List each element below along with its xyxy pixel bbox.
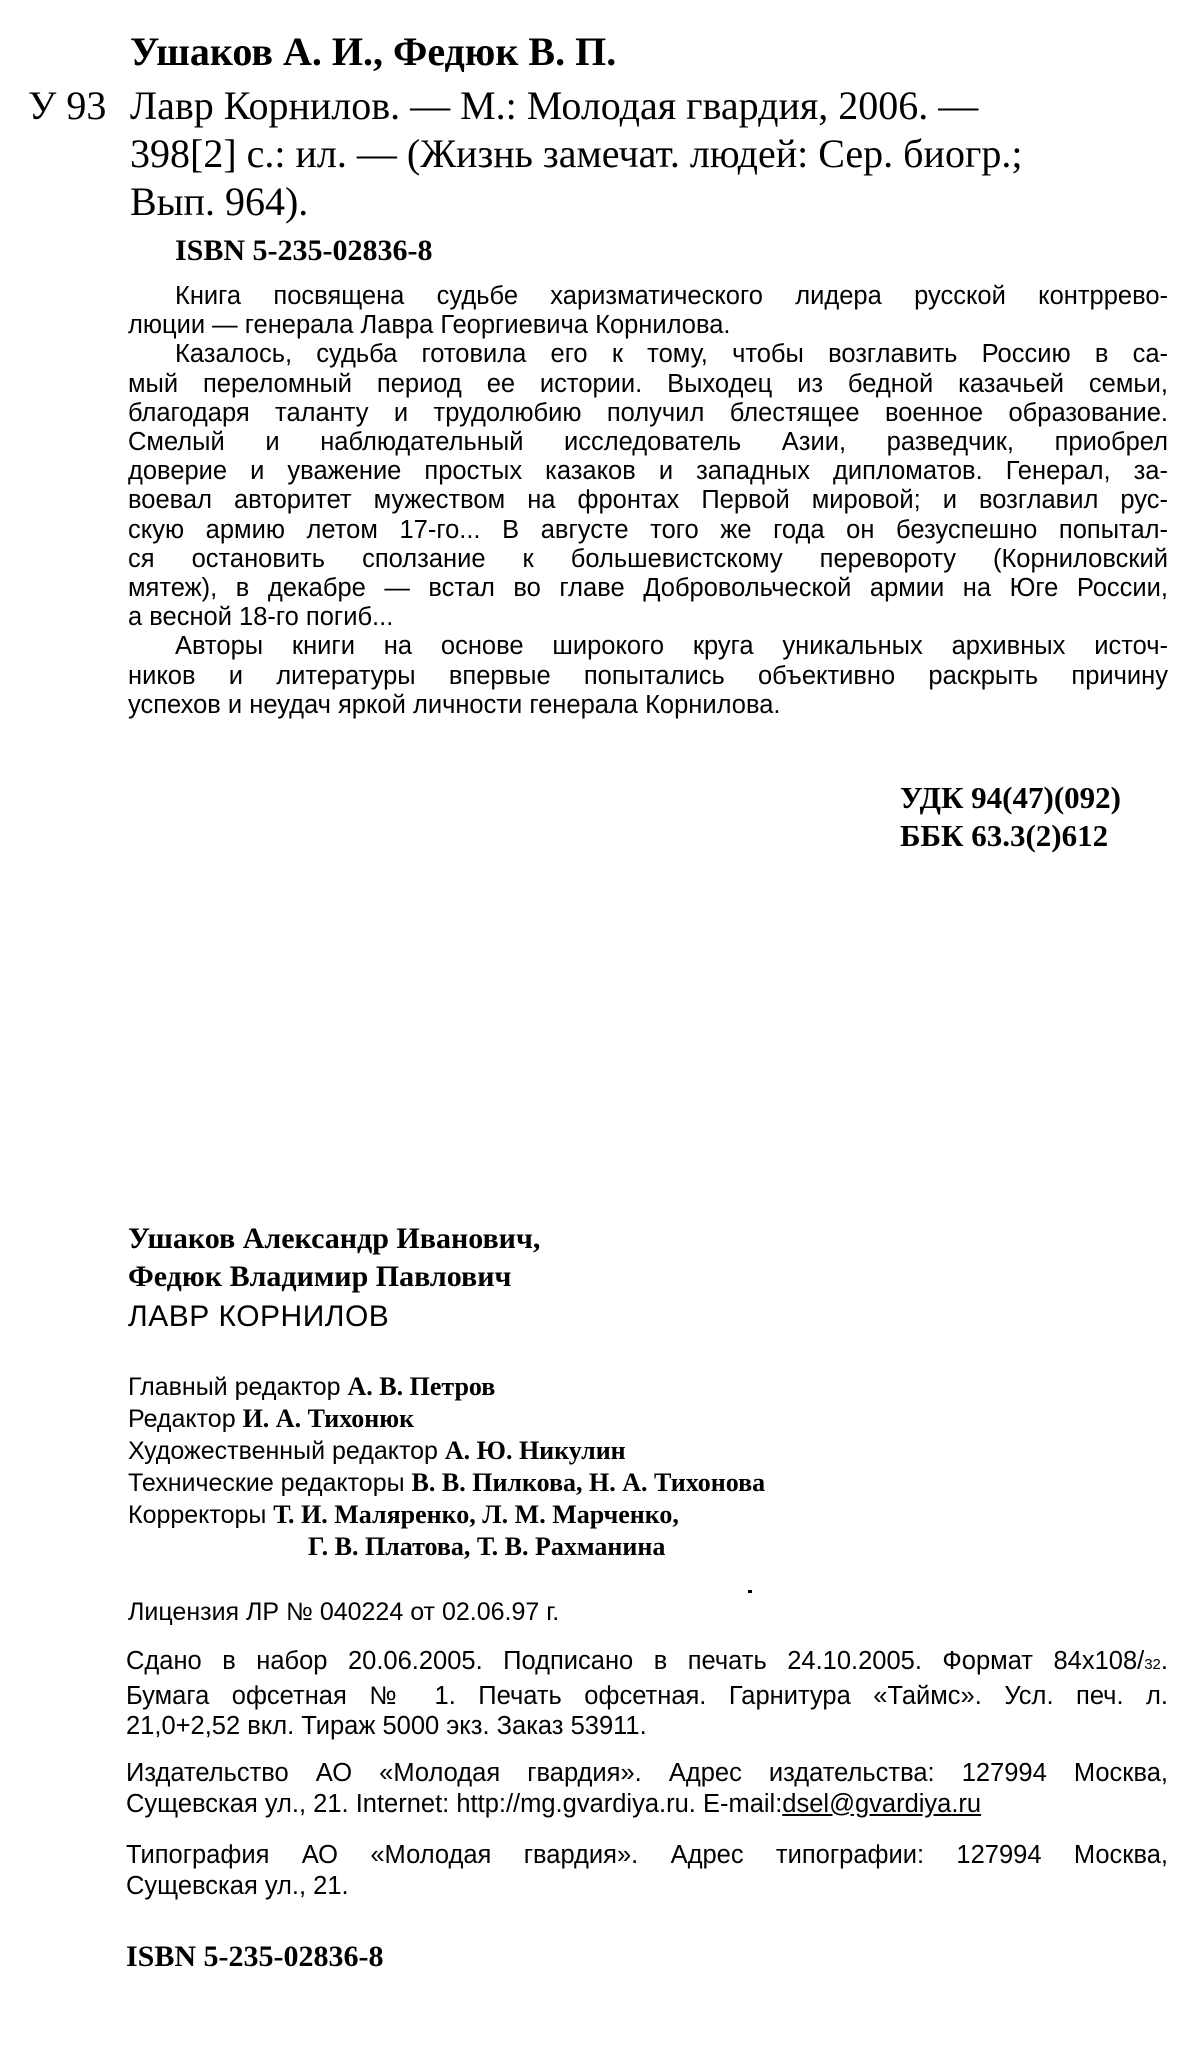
staff-name: И. А. Тихонюк <box>243 1404 415 1433</box>
abstract-line: Книга посвящена судьбе харизматического лидера русской контррево- <box>128 282 1168 311</box>
staff-role: Редактор <box>128 1405 236 1433</box>
staff-proofreaders <box>128 1500 679 1530</box>
biblio-line: 398[2] с.: ил. — (Жизнь замечат. людей: Сер. биогр.; <box>130 130 1170 178</box>
abstract-line: воевал авторитет мужеством на фронтах Первой мировой; и возглавил рус- <box>128 486 1168 515</box>
abstract-line: Авторы книги на основе широкого круга уникальных архивных источ- <box>128 632 1168 661</box>
print-info <box>126 1646 1168 1742</box>
staff-editor <box>128 1404 414 1434</box>
abstract-line: мый переломный период ее истории. Выходец из бедной казачьей семьи, <box>128 370 1168 399</box>
print-info-end: . <box>1161 1647 1168 1675</box>
publisher-line-text: Сущевская ул., 21. Internet: http://mg.gvardiya.ru. E-mail: <box>126 1790 782 1818</box>
print-info-text: Сдано в набор 20.06.2005. Подписано в печать 24.10.2005. Формат 84х108/ <box>126 1647 1144 1675</box>
staff-proofreaders-cont <box>308 1532 665 1562</box>
format-subscript: 32 <box>1144 1656 1161 1673</box>
publisher-line <box>126 1789 1168 1820</box>
printer-info <box>126 1840 1168 1901</box>
abstract-line: ся остановить сползание к большевистскому перевороту (Корниловский <box>128 545 1168 574</box>
abstract-line: люции — генерала Лавра Георгиевича Корнилова. <box>128 311 1168 340</box>
publisher-line: Издательство АО «Молодая гвардия». Адрес издательства: 127994 Москва, <box>126 1758 1168 1789</box>
abstract <box>128 282 1168 720</box>
abstract-line: мятеж), в декабре — встал во главе Добровольческой армии на Юге России, <box>128 574 1168 603</box>
abstract-line: доверие и уважение простых казаков и западных дипломатов. Генерал, за- <box>128 457 1168 486</box>
staff-chief-editor <box>128 1372 495 1402</box>
staff-name: В. В. Пилкова, Н. А. Тихонова <box>412 1468 766 1497</box>
staff-name: А. Ю. Никулин <box>445 1436 626 1465</box>
colophon-title: ЛАВР КОРНИЛОВ <box>128 1300 389 1334</box>
staff-role: Художественный редактор <box>128 1437 438 1465</box>
bbk-code: ББК 63.3(2)612 <box>900 818 1108 854</box>
isbn-bottom: ISBN 5-235-02836-8 <box>126 1940 384 1974</box>
staff-art-editor <box>128 1436 626 1466</box>
staff-name: Г. В. Платова, Т. В. Рахманина <box>308 1532 665 1561</box>
abstract-line: Казалось, судьба готовила его к тому, чтобы возглавить Россию в са- <box>128 340 1168 369</box>
abstract-line: ников и литературы впервые попытались объективно раскрыть причину <box>128 662 1168 691</box>
print-info-line <box>126 1646 1168 1681</box>
isbn-top: ISBN 5-235-02836-8 <box>175 234 433 268</box>
staff-tech-editors <box>128 1468 765 1498</box>
staff-role: Технические редакторы <box>128 1469 405 1497</box>
classification-code: У 93 <box>28 82 106 129</box>
license-line: Лицензия ЛР № 040224 от 02.06.97 г. <box>128 1598 559 1627</box>
udk-code: УДК 94(47)(092) <box>900 780 1121 816</box>
scan-speck <box>748 1590 752 1593</box>
colophon-author-1: Ушаков Александр Иванович, <box>128 1222 540 1256</box>
catalog-authors: Ушаков А. И., Федюк В. П. <box>130 28 616 75</box>
staff-role: Корректоры <box>128 1501 266 1529</box>
publisher-email-link[interactable]: dsel@gvardiya.ru <box>782 1790 981 1818</box>
publisher-info <box>126 1758 1168 1819</box>
abstract-line: а весной 18-го погиб... <box>128 603 1168 632</box>
printer-line: Сущевская ул., 21. <box>126 1871 1168 1902</box>
staff-name: А. В. Петров <box>348 1372 496 1401</box>
abstract-line: благодаря таланту и трудолюбию получил блестящее военное образование. <box>128 399 1168 428</box>
print-info-line: Бумага офсетная № 1. Печать офсетная. Гарнитура «Таймс». Усл. печ. л. <box>126 1681 1168 1712</box>
abstract-line: скую армию летом 17-го... В августе того же года он безуспешно попытал- <box>128 516 1168 545</box>
staff-role: Главный редактор <box>128 1373 341 1401</box>
colophon-author-2: Федюк Владимир Павлович <box>128 1260 511 1294</box>
abstract-line: успехов и неудач яркой личности генерала Корнилова. <box>128 691 1168 720</box>
printer-line: Типография АО «Молодая гвардия». Адрес типографии: 127994 Москва, <box>126 1840 1168 1871</box>
print-info-line: 21,0+2,52 вкл. Тираж 5000 экз. Заказ 53911. <box>126 1711 1168 1742</box>
biblio-line: Лавр Корнилов. — М.: Молодая гвардия, 2006. — <box>130 82 1170 130</box>
abstract-line: Смелый и наблюдательный исследователь Азии, разведчик, приобрел <box>128 428 1168 457</box>
staff-name: Т. И. Маляренко, Л. М. Марченко, <box>273 1500 679 1529</box>
bibliographic-description <box>130 82 1170 226</box>
biblio-line: Вып. 964). <box>130 178 1170 226</box>
